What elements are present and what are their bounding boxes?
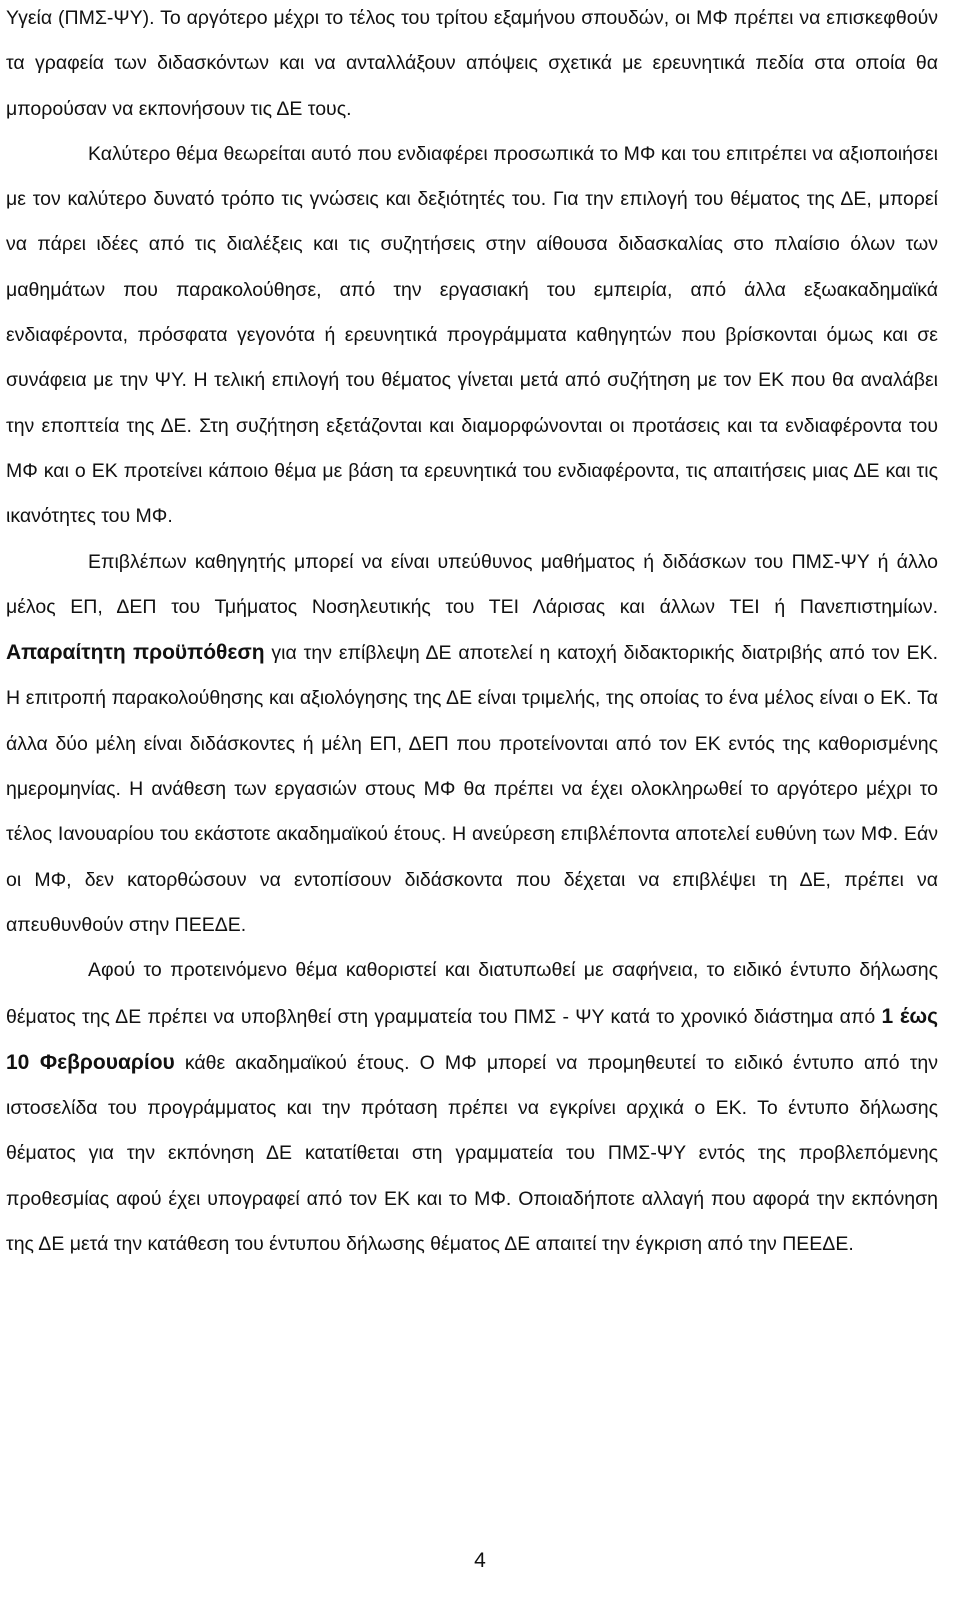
document-body <box>6 0 938 1267</box>
paragraph-1: Υγεία (ΠΜΣ-ΨΥ). Το αργότερο μέχρι το τέλος του τρίτου εξαμήνου σπουδών, οι ΜΦ πρέπει να επισκεφθούν τα γραφεία των διδασκόντων και να ανταλλάξουν απόψεις σχετικά με ερευνητικά πεδία στα οποία θα μπορούσαν να εκπονήσουν τις ΔΕ τους. <box>6 7 938 120</box>
paragraph-3-text-b: για την επίβλεψη ΔΕ αποτελεί η κατοχή διδακτορικής διατριβής από τον ΕΚ. Η επιτροπή παρακολούθησης και αξιολόγησης της ΔΕ είναι τριμελής, της οποίας το ένα μέλος είναι ο ΕΚ. Τα άλλα δύο μέλη είναι διδάσκοντες ή μέλη ΕΠ, ΔΕΠ που προτείνονται από τον ΕΚ εντός της καθορισμένης ημερομηνίας. Η ανάθεση των εργασιών στους ΜΦ θα πρέπει να έχει ολοκληρωθεί το αργότερο μέχρι το τέλος Ιανουαρίου του εκάστοτε ακαδημαϊκού έτους. Η ανεύρεση επιβλέποντα αποτελεί ευθύνη των ΜΦ. Εάν οι ΜΦ, δεν κατορθώσουν να εντοπίσουν διδάσκοντα που δέχεται να επιβλέψει τη ΔΕ, πρέπει να απευθυνθούν στην ΠΕΕΔΕ. <box>6 642 939 936</box>
paragraph-3-emphasis: Απαραίτητη προϋπόθεση <box>6 641 265 665</box>
page-number: 4 <box>474 1549 486 1572</box>
paragraph-4 <box>6 948 938 1267</box>
paragraph-3 <box>6 540 938 949</box>
paragraph-4-emphasis: 1 έως 10 Φεβρουαρίου <box>6 1004 938 1074</box>
paragraph-4-text-b: κάθε ακαδημαϊκού έτους. Ο ΜΦ μπορεί να προμηθευτεί το ειδικό έντυπο από την ιστοσελίδα του προγράμματος και την πρόταση πρέπει να εγκρίνει αρχικά ο ΕΚ. Το έντυπο δήλωσης θέματος για την εκπόνηση ΔΕ κατατίθεται στη γραμματεία του ΠΜΣ-ΨΥ εντός της προβλεπόμενης προθεσμίας αφού έχει υπογραφεί από τον ΕΚ και το ΜΦ. Οποιαδήποτε αλλαγή που αφορά την εκπόνηση της ΔΕ μετά την κατάθεση του έντυπου δήλωσης θέματος ΔΕ απαιτεί την έγκριση από την ΠΕΕΔΕ. <box>6 1051 938 1256</box>
paragraph-3-text-a: Επιβλέπων καθηγητής μπορεί να είναι υπεύθυνος μαθήματος ή διδάσκων του ΠΜΣ-ΨΥ ή άλλο μέλος ΕΠ, ΔΕΠ του Τμήματος Νοσηλευτικής του ΤΕΙ Λάρισας και άλλων ΤΕΙ ή Πανεπιστημίων. <box>6 550 938 618</box>
paragraph-2: Καλύτερο θέμα θεωρείται αυτό που ενδιαφέρει προσωπικά το ΜΦ και του επιτρέπει να αξιοποιήσει με τον καλύτερο δυνατό τρόπο τις γνώσεις και δεξιότητές του. Για την επιλογή του θέματος της ΔΕ, μπορεί να πάρει ιδέες από τις διαλέξεις και τις συζητήσεις στην αίθουσα διδασκαλίας στο πλαίσιο όλων των μαθημάτων που παρακολούθησε, από την εργασιακή του εμπειρία, από άλλα εξωακαδημαϊκά ενδιαφέροντα, πρόσφατα γεγονότα ή ερευνητικά προγράμματα καθηγητών που βρίσκονται όμως και σε συνάφεια με την ΨΥ. Η τελική επιλογή του θέματος γίνεται μετά από συζήτηση με τον ΕΚ που θα αναλάβει την εποπτεία της ΔΕ. Στη συζήτηση εξετάζονται και διαμορφώνονται οι προτάσεις και τα ενδιαφέροντα του ΜΦ και ο ΕΚ προτείνει κάποιο θέμα με βάση τα ερευνητικά του ενδιαφέροντα, τις απαιτήσεις μιας ΔΕ και τις ικανότητες του ΜΦ. <box>6 142 938 528</box>
paragraph-4-text-a: Αφού το προτεινόμενο θέμα καθοριστεί και διατυπωθεί με σαφήνεια, το ειδικό έντυπο δήλωσης θέματος της ΔΕ πρέπει να υποβληθεί στη γραμματεία του ΠΜΣ - ΨΥ κατά το χρονικό διάστημα από <box>6 959 938 1028</box>
